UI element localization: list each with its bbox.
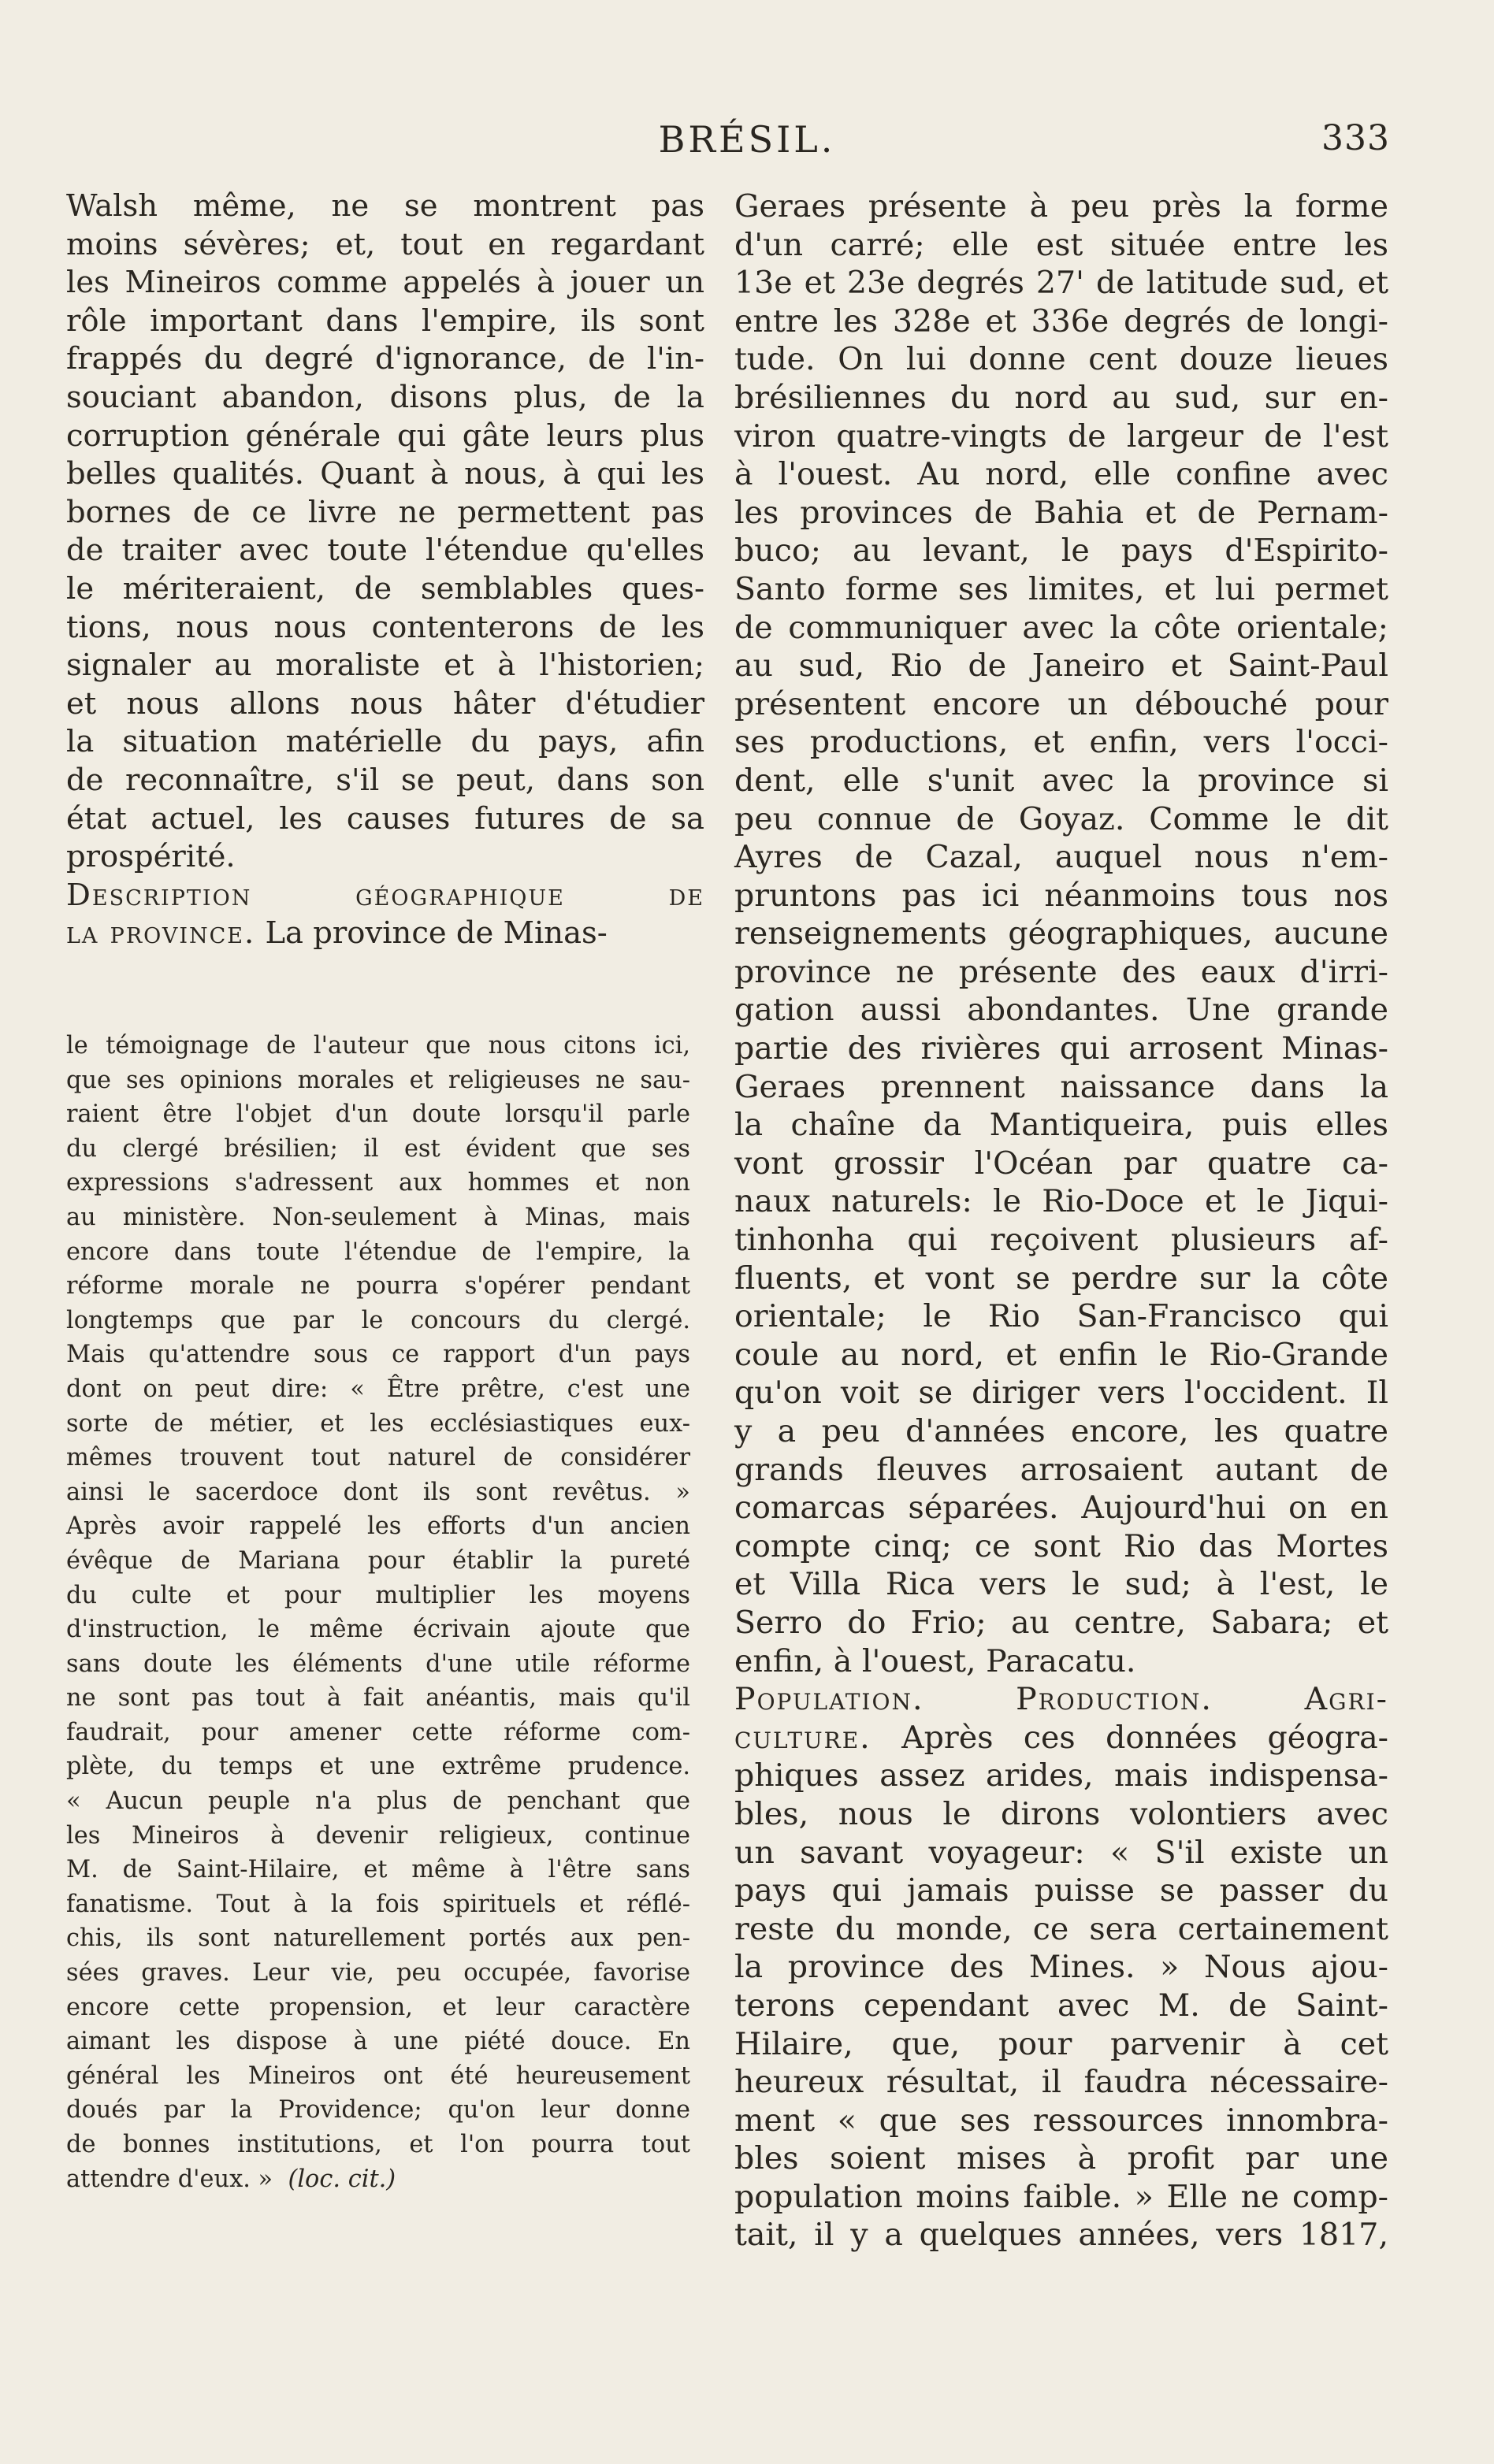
text-line: au ministère. Non-seulement à Minas, mais <box>66 1203 690 1231</box>
text-line: orientale; le Rio San-Francisco qui <box>734 1298 1388 1335</box>
text-line: brésiliennes du nord au sud, sur en- <box>734 379 1388 416</box>
text-line: aimant les dispose à une piété douce. En <box>66 2028 690 2056</box>
page-number: 333 <box>1321 118 1390 158</box>
text-line: le mériteraient, de semblables ques- <box>66 570 704 607</box>
text-line: les Mineiros comme appelés à jouer un <box>66 265 704 301</box>
text-line: général les Mineiros ont été heureusement <box>66 2061 690 2090</box>
text-line: signaler au moraliste et à l'historien; <box>66 648 704 684</box>
text-line: pays qui jamais puisse se passer du <box>734 1872 1388 1909</box>
right-column-text-part2 <box>734 1757 1388 2254</box>
text-line: raient être l'objet d'un doute lorsqu'il parle <box>66 1100 690 1129</box>
text-line: sans doute les éléments d'une utile réforme <box>66 1649 690 1678</box>
text-line: phiques assez arides, mais indispensa- <box>734 1757 1388 1794</box>
text-line: les Mineiros à devenir religieux, continue <box>66 1821 690 1850</box>
text-line: fanatisme. Tout à la fois spirituels et réflé- <box>66 1890 690 1918</box>
text-line: Hilaire, que, pour parvenir à cet <box>734 2025 1388 2062</box>
text-line: ment « que ses ressources innombra- <box>734 2102 1388 2139</box>
footnote-last-line <box>66 2162 690 2197</box>
text-line: tude. On lui donne cent douze lieues <box>734 341 1388 378</box>
text-line: de traiter avec toute l'étendue qu'elles <box>66 533 704 569</box>
text-line: chis, ils sont naturellement portés aux pen- <box>66 1924 690 1953</box>
text-line: du clergé brésilien; il est évident que ses <box>66 1134 690 1163</box>
text-line: la province des Mines. » Nous ajou- <box>734 1949 1388 1986</box>
text-line: souciant abandon, disons plus, de la <box>66 379 704 415</box>
text-line: et Villa Rica vers le sud; à l'est, le <box>734 1566 1388 1603</box>
text-line: ne sont pas tout à fait anéantis, mais qu'il <box>66 1684 690 1713</box>
text-line: coule au nord, et enfin le Rio-Grande <box>734 1336 1388 1373</box>
text-line: province ne présente des eaux d'irri- <box>734 953 1388 990</box>
text-line: Mais qu'attendre sous ce rapport d'un pays <box>66 1341 690 1369</box>
text-line: enfin, à l'ouest, Paracatu. <box>734 1642 1136 1679</box>
text-line: Serro do Frio; au centre, Sabara; et <box>734 1604 1388 1641</box>
text-line: au sud, Rio de Janeiro et Saint-Paul <box>734 648 1388 685</box>
population-heading-line-1 <box>734 1680 1388 1719</box>
text-line: y a peu d'années encore, les quatre <box>734 1413 1388 1449</box>
text-line: Geraes présente à peu près la forme <box>734 188 1388 225</box>
text-line: qu'on voit se diriger vers l'occident. Il <box>734 1375 1388 1412</box>
section-heading-line-1 <box>66 877 704 915</box>
text-line: sorte de métier, et les ecclésiastiques eux- <box>66 1409 690 1438</box>
text-line: tions, nous nous contenterons de les <box>66 609 704 645</box>
text-line: encore dans toute l'étendue de l'empire, la <box>66 1238 690 1266</box>
text-line: frappés du degré d'ignorance, de l'in- <box>66 341 704 377</box>
text-line: le témoignage de l'auteur que nous citons ici, <box>66 1032 690 1059</box>
text-line: rôle important dans l'empire, ils sont <box>66 302 704 339</box>
text-line: faudrait, pour amener cette réforme com- <box>66 1718 690 1746</box>
text-line: 13e et 23e degrés 27' de latitude sud, et <box>734 265 1388 302</box>
text-line: viron quatre-vingts de largeur de l'est <box>734 417 1388 455</box>
right-column-text-part1 <box>734 187 1388 1680</box>
text-line: moins sévères; et, tout en regardant <box>66 226 704 262</box>
text-line: grands fleuves arrosaient autant de <box>734 1451 1388 1488</box>
text-line: Après avoir rappelé les efforts d'un ancien <box>66 1512 690 1541</box>
text-line: expressions s'adressent aux hommes et non <box>66 1169 690 1197</box>
population-text: Après ces données géogra- <box>901 1719 1388 1756</box>
text-line: état actuel, les causes futures de sa <box>66 800 704 837</box>
text-line: de bonnes institutions, et l'on pourra tout <box>66 2131 690 2158</box>
text-line: plète, du temps et une extrême prudence. <box>66 1753 690 1781</box>
text-line: peu connue de Goyaz. Comme le dit <box>734 800 1388 837</box>
footnote-citation: (loc. cit.) <box>288 2165 396 2193</box>
text-line: fluents, et vont se perdre sur la côte <box>734 1260 1388 1297</box>
population-heading: Population. Production. Agri- <box>734 1681 1388 1718</box>
text-line: du culte et pour multiplier les moyens <box>66 1581 690 1609</box>
text-line: Walsh même, ne se montrent pas <box>66 188 704 224</box>
text-line: réforme morale ne pourra s'opérer pendant <box>66 1272 690 1301</box>
text-line: dent, elle s'unit avec la province si <box>734 762 1388 799</box>
text-line: reste du monde, ce sera certainement <box>734 1910 1388 1947</box>
text-line: « Aucun peuple n'a plus de penchant que <box>66 1787 690 1816</box>
text-line: mêmes trouvent tout naturel de considérer <box>66 1444 690 1472</box>
text-line: Ayres de Cazal, auquel nous n'em- <box>734 839 1388 876</box>
left-column <box>66 187 704 953</box>
text-line: la situation matérielle du pays, afin <box>66 724 704 760</box>
text-line: tinhonha qui reçoivent plusieurs af- <box>734 1222 1388 1259</box>
text-line: d'instruction, le même écrivain ajoute que <box>66 1616 690 1644</box>
footnote <box>66 1029 690 2196</box>
footnote-text <box>66 1029 690 2162</box>
culture-heading: culture. <box>734 1719 872 1756</box>
text-line: naux naturels: le Rio-Doce et le Jiqui- <box>734 1183 1388 1220</box>
text-line: M. de Saint-Hilaire, et même à l'être sans <box>66 1856 690 1884</box>
text-line: corruption générale qui gâte leurs plus <box>66 417 704 454</box>
text-line: gation aussi abondantes. Une grande <box>734 992 1388 1029</box>
footnote-closing-text: attendre d'eux. » <box>66 2165 273 2193</box>
text-line: compte cinq; ce sont Rio das Mortes <box>734 1527 1388 1564</box>
text-line: un savant voyageur: « S'il existe un <box>734 1834 1388 1871</box>
text-line: que ses opinions morales et religieuses ne sau- <box>66 1066 690 1094</box>
text-line: buco; au levant, le pays d'Espirito- <box>734 533 1388 570</box>
text-line: ses productions, et enfin, vers l'occi- <box>734 724 1388 761</box>
text-line: de communiquer avec la côte orientale; <box>734 609 1388 646</box>
text-line: la chaîne da Mantiqueira, puis elles <box>734 1107 1388 1144</box>
right-column <box>734 187 1388 2254</box>
population-heading-line-2 <box>734 1719 1388 1757</box>
text-line: tait, il y a quelques années, vers 1817, <box>734 2217 1388 2254</box>
text-line: entre les 328e et 336e degrés de longi- <box>734 302 1388 340</box>
text-line: Geraes prennent naissance dans la <box>734 1068 1388 1105</box>
section-heading-description: Description géographique de <box>66 877 704 913</box>
text-line: longtemps que par le concours du clergé. <box>66 1306 690 1334</box>
text-line: comarcas séparées. Aujourd'hui on en <box>734 1490 1388 1527</box>
text-line: de reconnaître, s'il se peut, dans son <box>66 762 704 798</box>
text-line: vont grossir l'Océan par quatre ca- <box>734 1145 1388 1182</box>
section-heading-line-2 <box>66 915 704 953</box>
text-line: et nous allons nous hâter d'étudier <box>66 685 704 722</box>
text-line: dont on peut dire: « Être prêtre, c'est une <box>66 1375 690 1403</box>
text-line: bles, nous le dirons volontiers avec <box>734 1795 1388 1832</box>
text-line: d'un carré; elle est située entre les <box>734 226 1388 263</box>
text-line: prospérité. <box>66 839 236 875</box>
running-header-title: BRÉSIL. <box>658 118 836 161</box>
text-line: encore cette propension, et leur caractère <box>66 1993 690 2021</box>
text-line: à l'ouest. Au nord, elle confine avec <box>734 456 1388 493</box>
section-heading-province: la province. <box>66 915 256 952</box>
text-line: doués par la Providence; qu'on leur donne <box>66 2096 690 2124</box>
text-line: les provinces de Bahia et de Pernam- <box>734 494 1388 531</box>
text-line: ainsi le sacerdoce dont ils sont revêtus. » <box>66 1478 690 1506</box>
text-line: belles qualités. Quant à nous, à qui les <box>66 456 704 492</box>
text-line: bles soient mises à profit par une <box>734 2140 1388 2177</box>
left-column-text <box>66 187 704 877</box>
text-line: pruntons pas ici néanmoins tous nos <box>734 877 1388 914</box>
text-line: Santo forme ses limites, et lui permet <box>734 570 1388 607</box>
text-line: bornes de ce livre ne permettent pas <box>66 494 704 530</box>
text-line: terons cependant avec M. de Saint- <box>734 1987 1388 2024</box>
text-line: heureux résultat, il faudra nécessaire- <box>734 2064 1388 2101</box>
text-line: sées graves. Leur vie, peu occupée, favorise <box>66 1959 690 1987</box>
text-line: présentent encore un débouché pour <box>734 685 1388 722</box>
text-line: partie des rivières qui arrosent Minas- <box>734 1030 1388 1067</box>
text-line: renseignements géographiques, aucune <box>734 915 1388 952</box>
section-text: La province de Minas- <box>265 915 608 952</box>
text-line: population moins faible. » Elle ne comp- <box>734 2178 1388 2215</box>
text-line: évêque de Mariana pour établir la pureté <box>66 1546 690 1575</box>
